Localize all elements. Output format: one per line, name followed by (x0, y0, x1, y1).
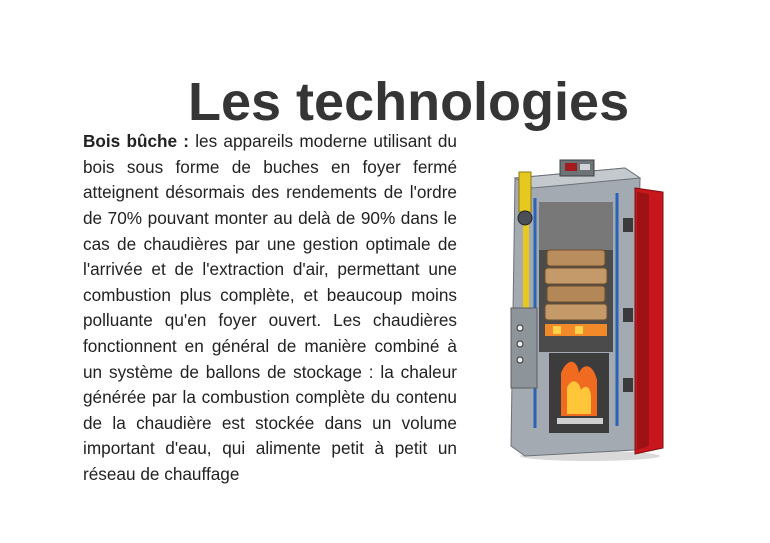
red-door-edge (637, 192, 649, 450)
log-4 (545, 304, 607, 320)
body-paragraph (83, 129, 457, 487)
ash-tray (557, 418, 603, 424)
log-2 (545, 268, 607, 284)
yellow-pipe-top (519, 172, 531, 212)
knob-2 (517, 341, 523, 347)
door-hinge-bottom (623, 378, 633, 392)
flame-glow-1 (553, 326, 561, 334)
door-hinge-top (623, 218, 633, 232)
front-panel (511, 308, 537, 388)
blower-fan (518, 211, 532, 225)
log-1 (547, 250, 605, 266)
smoke-chamber (539, 202, 613, 250)
paragraph-lead: Bois bûche : (83, 131, 189, 152)
slide-title: Les technologies (188, 72, 630, 133)
paragraph-body: les appareils moderne utilisant du bois sous forme de buches en foyer fermé atteignent désormais des rendements de l'ordre de 70% pouvant monter au delà de 90% dans le cas de chaudières par une gestion optimale de l'arrivée et de l'extraction d'air, permettant une combustion plus complète, et beaucoup moins polluante qu'en foyer ouvert. Les chaudières fonctionnent en général de manière combiné à un système de ballons de stockage : la chaleur générée par la combustion complète du contenu de la chaudière est stockée dans un volume important d'eau, qui alimente petit à petit un réseau de chauffage (83, 131, 457, 484)
control-display (580, 164, 590, 170)
knob-3 (517, 357, 523, 363)
log-3 (547, 286, 605, 302)
knob-1 (517, 325, 523, 331)
boiler-svg (505, 158, 670, 463)
flame-glow-2 (575, 326, 583, 334)
control-indicator (565, 163, 577, 171)
wood-boiler-cutaway-illustration (505, 158, 670, 463)
door-hinge-mid (623, 308, 633, 322)
